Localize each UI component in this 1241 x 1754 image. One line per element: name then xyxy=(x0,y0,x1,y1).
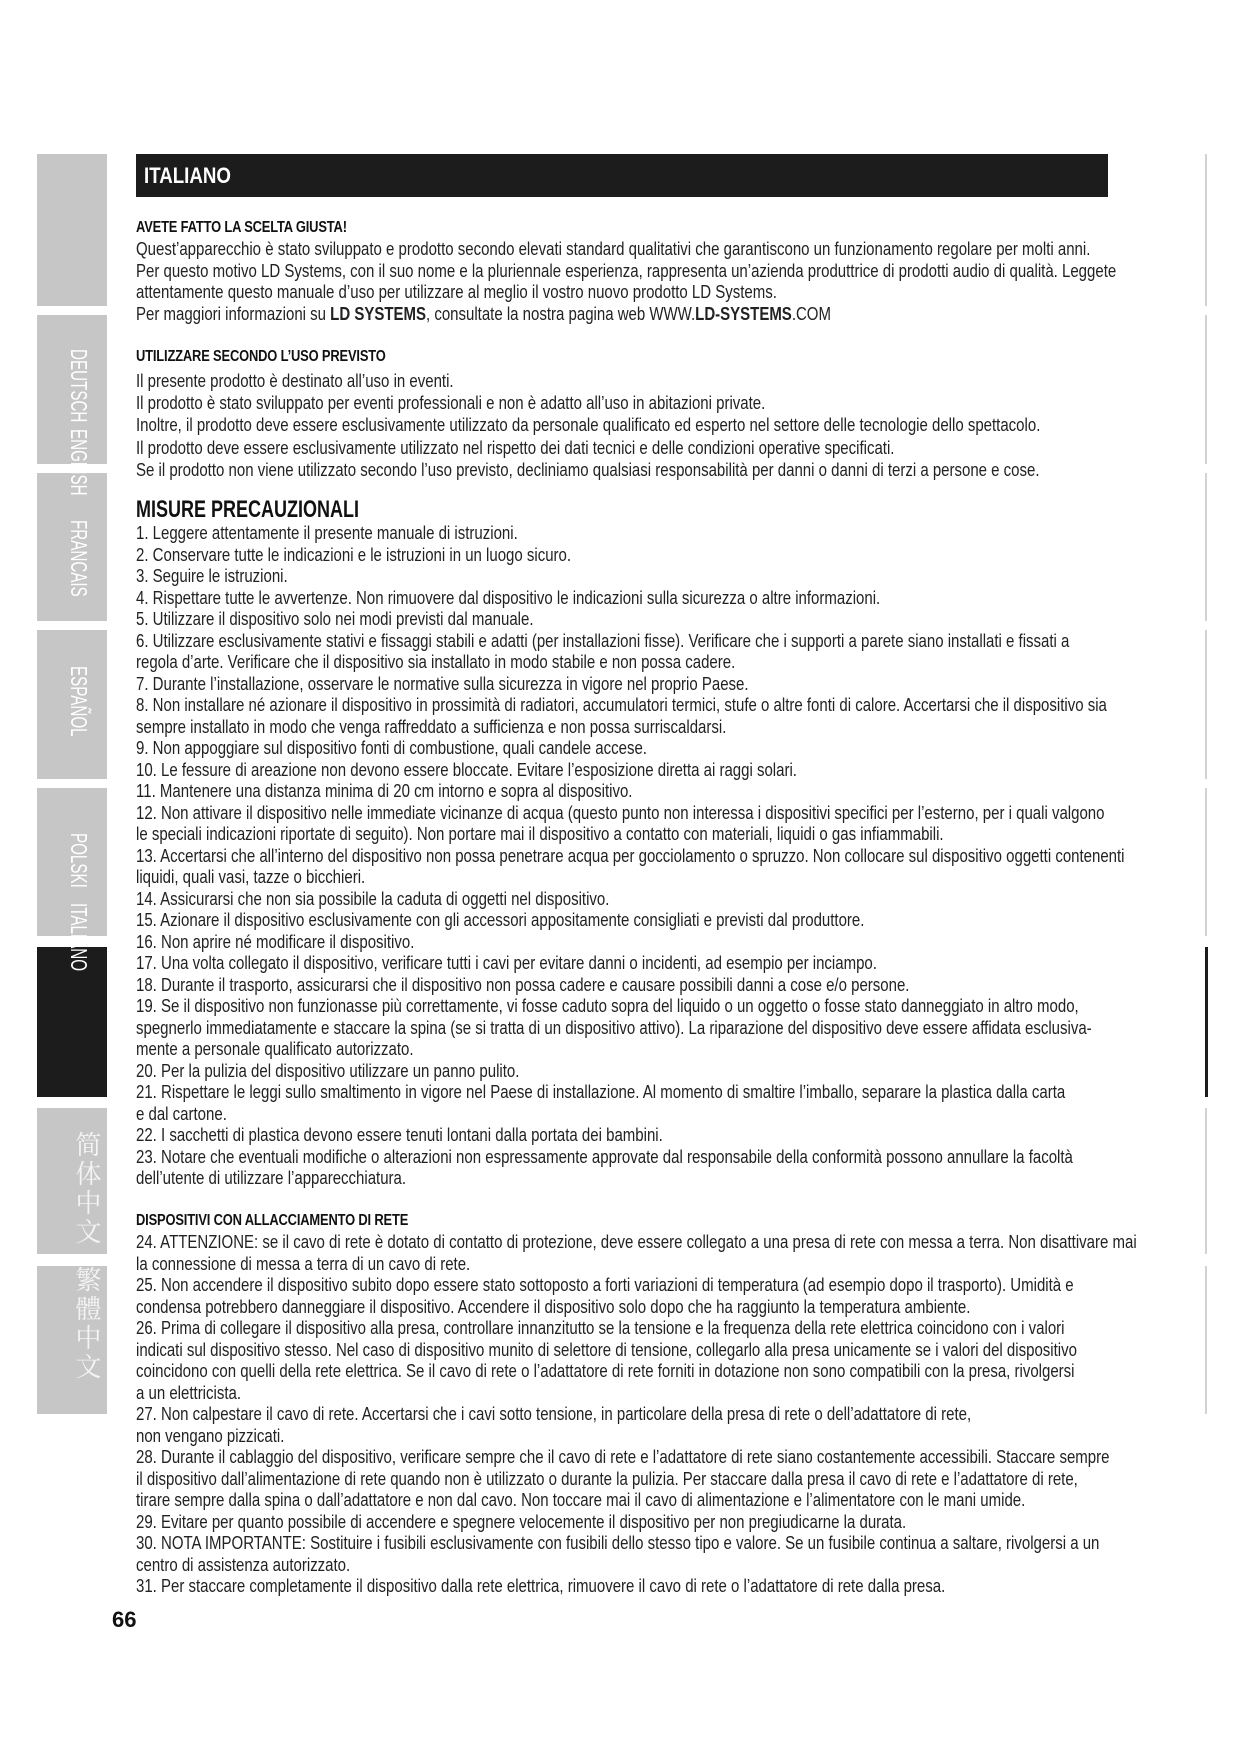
info-line xyxy=(136,304,1111,326)
sidebar-label-polski: POLSKI xyxy=(66,833,92,888)
sidebar-label-espanol: ESPAÑOL xyxy=(66,666,92,737)
sidebar-label-francais: FRANCAIS xyxy=(66,520,92,597)
mains-heading: DISPOSITIVI CON ALLACCIAMENTO DI RETE xyxy=(136,1212,409,1229)
precaution-line: mente a personale qualificato autorizzato. xyxy=(136,1039,414,1059)
precaution-line: 4. Rispettare tutte le avvertenze. Non rimuovere dal dispositivo le indicazioni sulla sicurezza o altre informazioni. xyxy=(136,587,881,608)
mains-line: 31. Per staccare completamente il dispositivo dalla rete elettrica, rimuovere il cavo di rete o l’adattatore di rete dalla presa. xyxy=(136,1576,946,1597)
precaution-line: 21. Rispettare le leggi sullo smaltimento in vigore nel Paese di installazione. Al momento di smaltire l’imballo, separare la plastica dalla carta xyxy=(136,1082,1066,1102)
intro-heading: AVETE FATTO LA SCELTA GIUSTA! xyxy=(136,219,347,236)
intro-paragraph xyxy=(136,239,1117,304)
mains-line: 28. Durante il cablaggio del dispositivo, verificare sempre che il cavo di rete e l’adattatore di rete siano costantemente accessibili. Staccare sempre xyxy=(136,1447,1110,1468)
precaution-line: dell’utente di utilizzare l’apparecchiatura. xyxy=(136,1168,407,1188)
precaution-line: 17. Una volta collegato il dispositivo, verificare tutti i cavi per evitare danni o incidenti, ad esempio per inciampo. xyxy=(136,953,877,973)
info-middle: , consultate la nostra pagina web WWW. xyxy=(425,303,696,324)
tab-edge-line xyxy=(1205,630,1207,779)
brand-name: LD SYSTEMS xyxy=(330,303,426,324)
precaution-line: 12. Non attivare il dispositivo nelle immediate vicinanze di acqua (questo punto non interessa i dispositivi specifici per l’esterno, per i quali valgono xyxy=(136,802,1105,823)
precaution-line: 8. Non installare né azionare il dispositivo in prossimità di radiatori, accumulatori termici, stufe o altre fonti di calore. Accertarsi che il dispositivo sia xyxy=(136,695,1107,715)
info-prefix: Per maggiori informazioni su xyxy=(136,303,331,324)
intro-line: attentamente questo manuale d’uso per utilizzare al meglio il vostro nuovo prodotto LD Systems. xyxy=(136,282,777,302)
precaution-line: 13. Accertarsi che all’interno del dispositivo non possa penetrare acqua per gocciolamento o spruzzo. Non collocare sul dispositivo oggetti contenenti xyxy=(136,845,1125,866)
precautions-list xyxy=(136,523,1125,1190)
mains-line: 27. Non calpestare il cavo di rete. Accertarsi che i cavi sotto tensione, in particolare della presa di rete o dell’adattatore di rete, xyxy=(136,1404,972,1425)
intended-use-paragraph xyxy=(136,370,1111,481)
tab-edge-line xyxy=(1205,315,1207,464)
mains-line: tirare sempre dalla spina o dall’adattatore e non dal cavo. Non toccare mai il cavo di alimentazione e l’alimentatore con le mani umide. xyxy=(136,1490,1026,1511)
precaution-line: 20. Per la pulizia del dispositivo utilizzare un panno pulito. xyxy=(136,1060,520,1081)
tab-edge-line xyxy=(1205,788,1207,936)
precaution-line: 18. Durante il trasporto, assicurarsi che il dispositivo non possa cadere e causare possibili danni a cose e/o persone. xyxy=(136,974,910,995)
precaution-line: 2. Conservare tutte le indicazioni e le istruzioni in un luogo sicuro. xyxy=(136,544,572,565)
mains-line: il dispositivo dall’alimentazione di rete quando non è utilizzato o durante la pulizia. Per staccare dalla presa il cavo di rete e l’adattatore di rete, xyxy=(136,1468,1078,1489)
precaution-line: liquidi, quali vasi, tazze o bicchieri. xyxy=(136,867,366,887)
intended-use-line: Il presente prodotto è destinato all’uso in eventi. xyxy=(136,371,454,391)
intro-line: Quest’apparecchio è stato sviluppato e prodotto secondo elevati standard qualitativi che garantiscono un funzionamento regolare per molti anni. xyxy=(136,239,1091,259)
precaution-line: 22. I sacchetti di plastica devono essere tenuti lontani dalla portata dei bambini. xyxy=(136,1125,663,1145)
mains-line: 24. ATTENZIONE: se il cavo di rete è dotato di contatto di protezione, deve essere collegato a una presa di rete con messa a terra. Non disattivare mai xyxy=(136,1232,1137,1253)
sidebar-label-english: ENGLISH xyxy=(66,429,92,496)
precaution-line: 15. Azionare il dispositivo esclusivamente con gli accessori appositamente consigliati e previsti dal produttore. xyxy=(136,910,865,930)
precaution-line: 16. Non aprire né modificare il dispositivo. xyxy=(136,931,415,952)
precaution-line: e dal cartone. xyxy=(136,1103,227,1124)
tab-edge-line xyxy=(1205,473,1207,621)
precaution-line: 1. Leggere attentamente il presente manuale di istruzioni. xyxy=(136,523,518,543)
precaution-line: regola d’arte. Verificare che il dispositivo sia installato in modo stabile e non possa cadere. xyxy=(136,652,736,672)
sidebar-label-deutsch: DEUTSCH xyxy=(66,349,92,423)
precaution-line: 10. Le fessure di areazione non devono essere bloccate. Evitare l’esposizione diretta ai raggi solari. xyxy=(136,759,797,780)
sidebar-label-chinese-simplified: 简体中文 xyxy=(72,1131,102,1247)
mains-line: condensa potrebbero danneggiare il dispositivo. Accendere il dispositivo solo dopo che ha raggiunto la temperatura ambiente. xyxy=(136,1296,971,1317)
intended-use-heading: UTILIZZARE SECONDO L’USO PREVISTO xyxy=(136,348,386,365)
intro-line: Per questo motivo LD Systems, con il suo nome e la pluriennale esperienza, rappresenta un’azienda produttrice di prodotti audio di qualità. Leggete xyxy=(136,260,1117,281)
header-title: ITALIANO xyxy=(144,163,231,188)
tab-edge-line-active xyxy=(1205,947,1208,1097)
tab-edge-line xyxy=(1205,1266,1207,1414)
language-tab-blank xyxy=(37,154,107,306)
precaution-line: spegnerlo immediatamente e staccare la spina (se si tratta di un dispositivo attivo). La riparazione del dispositivo deve essere affidata esclusiva- xyxy=(136,1017,1092,1038)
mains-line: centro di assistenza autorizzato. xyxy=(136,1554,351,1575)
precaution-line: 23. Notare che eventuali modifiche o alterazioni non espressamente approvate dal responsabile della conformità possono annullare la facoltà xyxy=(136,1146,1073,1167)
precaution-line: le speciali indicazioni riportate di seguito). Non portare mai il dispositivo a contatto con materiali, liquidi o gas infiammabili. xyxy=(136,824,944,844)
tab-edge-line xyxy=(1205,154,1207,306)
website-suffix: .COM xyxy=(791,303,831,324)
precaution-line: sempre installato in modo che venga raffreddato a sufficienza e non possa surriscaldarsi. xyxy=(136,716,727,737)
tab-edge-line xyxy=(1205,1108,1207,1254)
sidebar-label-chinese-traditional: 繁體中文 xyxy=(72,1266,102,1382)
mains-list xyxy=(136,1232,1137,1598)
intended-use-line: Il prodotto è stato sviluppato per eventi professionali e non è adatto all’uso in abitazioni private. xyxy=(136,393,766,414)
mains-line: 29. Evitare per quanto possibile di accendere e spegnere velocemente il dispositivo per non pregiudicarne la durata. xyxy=(136,1511,907,1532)
mains-line: non vengano pizzicati. xyxy=(136,1425,285,1446)
mains-line: 26. Prima di collegare il dispositivo alla presa, controllare innanzitutto se la tensione e la frequenza della rete elettrica coincidono con i valori xyxy=(136,1318,1065,1339)
precaution-line: 3. Seguire le istruzioni. xyxy=(136,566,288,586)
intended-use-line: Il prodotto deve essere esclusivamente utilizzato nel rispetto dei dati tecnici e delle condizioni operative specificati. xyxy=(136,437,895,458)
precaution-line: 6. Utilizzare esclusivamente stativi e fissaggi stabili e adatti (per installazioni fisse). Verificare che i supporti a parete siano installati e fissati a xyxy=(136,630,1070,651)
mains-line: coincidono con quelli della rete elettrica. Se il cavo di rete o l’adattatore di rete forniti in dotazione non sono compatibili con la presa, rivolgersi xyxy=(136,1361,1075,1382)
sidebar-label-italiano: ITALIANO xyxy=(66,903,92,972)
intended-use-line: Inoltre, il prodotto deve essere esclusivamente utilizzato da personale qualificato ed esperto nel settore delle tecnologie dello spettacolo. xyxy=(136,415,1041,436)
intended-use-line: Se il prodotto non viene utilizzato secondo l’uso previsto, decliniamo qualsiasi responsabilità per danni o danni di terzi a persone e cose. xyxy=(136,459,1040,480)
mains-line: indicati sul dispositivo stesso. Nel caso di dispositivo munito di selettore di tensione, collegarlo alla presa unicamente se i valori del dispositivo xyxy=(136,1339,1077,1360)
precaution-line: 5. Utilizzare il dispositivo solo nei modi previsti dal manuale. xyxy=(136,609,534,629)
mains-line: la connessione di messa a terra di un cavo di rete. xyxy=(136,1253,471,1274)
page-number: 66 xyxy=(112,1607,137,1632)
precaution-line: 7. Durante l’installazione, osservare le normative sulla sicurezza in vigore nel proprio Paese. xyxy=(136,673,749,694)
precaution-line: 11. Mantenere una distanza minima di 20 cm intorno e sopra al dispositivo. xyxy=(136,781,633,801)
mains-line: 25. Non accendere il dispositivo subito dopo essere stato sottoposto a forti variazioni di temperatura (ad esempio dopo il trasporto). Umidità e xyxy=(136,1275,1074,1296)
precautions-heading: MISURE PRECAUZIONALI xyxy=(136,496,360,523)
precaution-line: 9. Non appoggiare sul dispositivo fonti di combustione, quali candele accese. xyxy=(136,738,647,758)
mains-line: a un elettricista. xyxy=(136,1382,242,1403)
mains-line: 30. NOTA IMPORTANTE: Sostituire i fusibili esclusivamente con fusibili dello stesso tipo e valore. Se un fusibile continua a saltare, rivolgersi a un xyxy=(136,1533,1100,1554)
precaution-line: 19. Se il dispositivo non funzionasse più correttamente, vi fosse caduto sopra del liquido o un oggetto o fosse stato danneggiato in altro modo, xyxy=(136,996,1079,1016)
precaution-line: 14. Assicurarsi che non sia possibile la caduta di oggetti nel dispositivo. xyxy=(136,888,610,909)
website-domain: LD-SYSTEMS xyxy=(695,303,792,324)
section-header-bar xyxy=(136,154,1108,197)
